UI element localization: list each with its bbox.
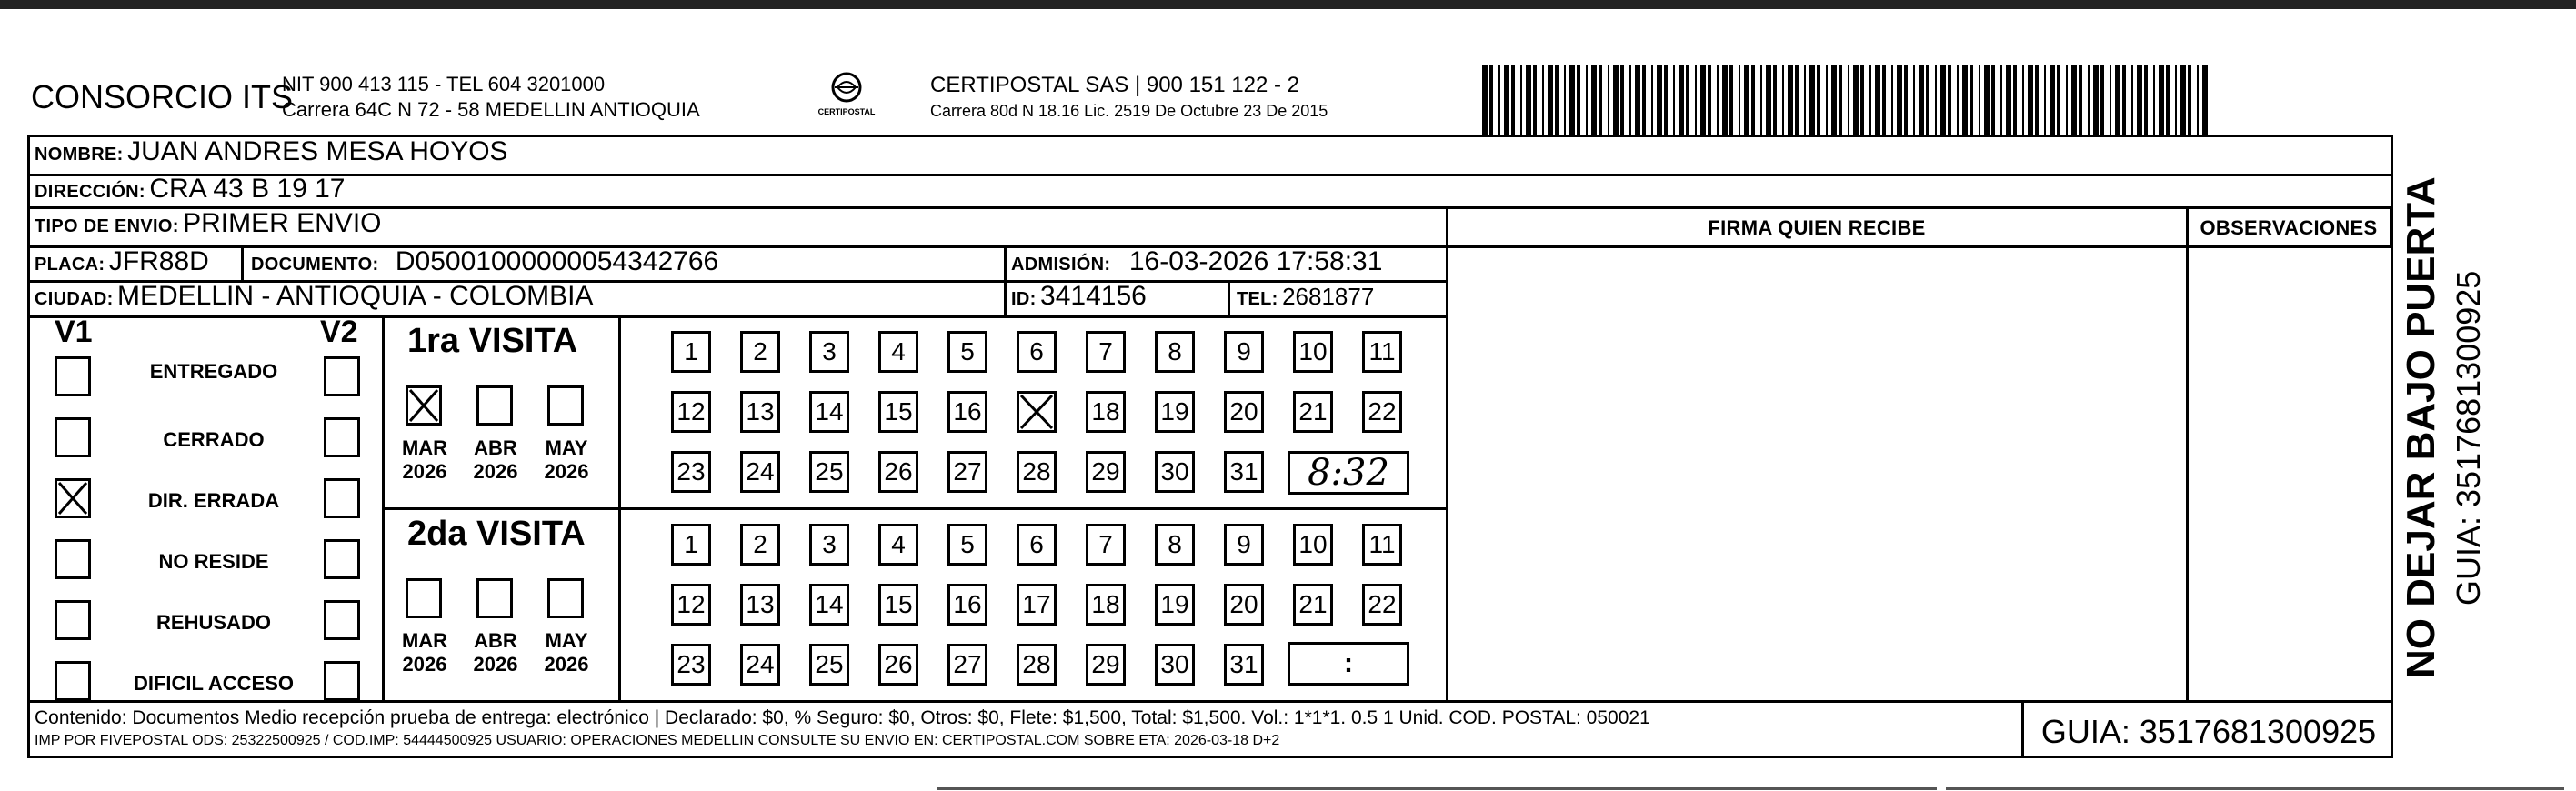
first-visit-month-label — [393, 436, 456, 484]
first-visit-day-29[interactable]: 29 — [1086, 451, 1126, 493]
v2-label: V2 — [320, 315, 358, 349]
second-visit-day-1[interactable]: 1 — [671, 524, 711, 566]
month-name: MAR — [401, 629, 448, 652]
month-name: ABR — [474, 436, 517, 459]
footer-guia: GUIA: 3517681300925 — [2040, 713, 2377, 750]
status-label: DIR. ERRADA — [147, 489, 280, 512]
cross-mark-icon — [57, 481, 88, 516]
month-name: MAY — [545, 436, 588, 459]
first-visit-day-4[interactable]: 4 — [878, 331, 918, 373]
second-visit-day-11[interactable]: 11 — [1362, 524, 1402, 566]
side-warning — [2399, 169, 2453, 678]
status-label: ENTREGADO — [149, 360, 278, 383]
cross-mark-icon — [1019, 394, 1054, 430]
first-visit-day-18[interactable]: 18 — [1086, 391, 1126, 433]
second-visit-day-21[interactable]: 21 — [1293, 584, 1333, 626]
first-visit-day-13[interactable]: 13 — [740, 391, 780, 433]
side-guia-text: GUIA: 3517681300925 — [2450, 270, 2487, 606]
first-visit-day-27[interactable]: 27 — [947, 451, 987, 493]
second-visit-day-18[interactable]: 18 — [1086, 584, 1126, 626]
month-year: 2026 — [402, 460, 447, 483]
tel-row — [1237, 283, 1374, 311]
tipo-value: PRIMER ENVIO — [183, 208, 382, 238]
first-visit-month-checkbox-may[interactable] — [547, 385, 584, 426]
documento-value: D05001000000054342766 — [395, 246, 719, 276]
first-visit-day-26[interactable]: 26 — [878, 451, 918, 493]
nombre-value: JUAN ANDRES MESA HOYOS — [127, 136, 508, 166]
logo-caption: CERTIPOSTAL — [817, 107, 876, 116]
direccion-value: CRA 43 B 19 17 — [149, 174, 346, 204]
v1-checkbox-3[interactable] — [55, 478, 91, 518]
observaciones-label: OBSERVACIONES — [2200, 216, 2378, 239]
month-name: ABR — [474, 629, 517, 652]
second-visit-day-4[interactable]: 4 — [878, 524, 918, 566]
observaciones-area[interactable] — [2190, 248, 2390, 699]
second-visit-day-12[interactable]: 12 — [671, 584, 711, 626]
first-visit-day-8[interactable]: 8 — [1155, 331, 1195, 373]
second-visit-day-15[interactable]: 15 — [878, 584, 918, 626]
ciudad-row — [35, 281, 593, 312]
second-visit-day-26[interactable]: 26 — [878, 644, 918, 686]
second-visit-day-29[interactable]: 29 — [1086, 644, 1126, 686]
barcode-bars — [1482, 65, 2213, 135]
documento-row — [251, 246, 718, 277]
second-visit-day-24[interactable]: 24 — [740, 644, 780, 686]
tel-value: 2681877 — [1282, 283, 1375, 310]
ciudad-label: CIUDAD: — [35, 289, 114, 309]
month-name: MAY — [545, 629, 588, 652]
second-visit-day-22[interactable]: 22 — [1362, 584, 1402, 626]
side-guia — [2450, 187, 2495, 606]
bottom-line-right — [1946, 787, 2564, 790]
admision-row — [1011, 246, 1382, 277]
month-year: 2026 — [544, 653, 589, 676]
tipo-row — [35, 208, 382, 239]
second-visit-day-19[interactable]: 19 — [1155, 584, 1195, 626]
cross-mark-icon — [408, 388, 439, 423]
first-visit-day-20[interactable]: 20 — [1224, 391, 1264, 433]
second-visit-month-label — [393, 629, 456, 676]
second-visit-day-30[interactable]: 30 — [1155, 644, 1195, 686]
company-line-1: NIT 900 413 115 - TEL 604 3201000 — [282, 73, 606, 95]
first-visit-day-19[interactable]: 19 — [1155, 391, 1195, 433]
bottom-line-left — [937, 787, 1937, 790]
second-visit-day-25[interactable]: 25 — [809, 644, 849, 686]
barcode — [1482, 65, 2213, 135]
first-visit-day-23[interactable]: 23 — [671, 451, 711, 493]
ciudad-value: MEDELLIN - ANTIOQUIA - COLOMBIA — [117, 281, 594, 311]
second-visit-day-3[interactable]: 3 — [809, 524, 849, 566]
v1-checkbox-6[interactable] — [55, 661, 91, 701]
top-edge — [0, 0, 2576, 9]
nombre-label: NOMBRE: — [35, 145, 124, 165]
second-visit-day-2[interactable]: 2 — [740, 524, 780, 566]
v2-checkbox-2[interactable] — [324, 417, 360, 457]
second-visit-day-9[interactable]: 9 — [1224, 524, 1264, 566]
status-label: DIFICIL ACCESO — [133, 672, 294, 695]
second-visit-day-8[interactable]: 8 — [1155, 524, 1195, 566]
tipo-label: TIPO DE ENVIO: — [35, 216, 179, 236]
admision-value: 16-03-2026 17:58:31 — [1128, 246, 1383, 276]
second-visit-time[interactable] — [1288, 642, 1409, 686]
first-visit-day-30[interactable]: 30 — [1155, 451, 1195, 493]
second-visit-day-16[interactable]: 16 — [947, 584, 987, 626]
second-visit-month-checkbox-abr[interactable] — [476, 578, 513, 618]
first-visit-day-14[interactable]: 14 — [809, 391, 849, 433]
v1-checkbox-5[interactable] — [55, 600, 91, 640]
first-visit-day-21[interactable]: 21 — [1293, 391, 1333, 433]
v1-label: V1 — [55, 315, 93, 349]
v2-checkbox-1[interactable] — [324, 356, 360, 396]
tel-label: TEL: — [1237, 289, 1278, 309]
second-visit-month-label — [464, 629, 527, 676]
first-visit-day-6[interactable]: 6 — [1017, 331, 1057, 373]
first-visit-label: 1ra VISITA — [407, 322, 578, 360]
first-visit-day-22[interactable]: 22 — [1362, 391, 1402, 433]
nombre-row — [35, 136, 508, 167]
first-visit-day-1[interactable]: 1 — [671, 331, 711, 373]
second-visit-day-14[interactable]: 14 — [809, 584, 849, 626]
placa-value: JFR88D — [108, 246, 209, 276]
first-visit-day-24[interactable]: 24 — [740, 451, 780, 493]
first-visit-day-17[interactable] — [1017, 391, 1057, 433]
first-visit-day-2[interactable]: 2 — [740, 331, 780, 373]
footer-content: Contenido: Documentos Medio recepción prueba de entrega: electrónico | Declarado: $0, % Seguro: $0, Otros: $0, Flete: $1,500, Total: $1,500. Vol.: 1*1*1. 0.5 1 Unid. COD. POSTAL: 050021 — [35, 707, 1650, 728]
second-visit-day-23[interactable]: 23 — [671, 644, 711, 686]
second-visit-month-label — [535, 629, 598, 676]
status-label: REHUSADO — [156, 611, 271, 634]
first-visit-month-label — [535, 436, 598, 484]
first-visit-day-12[interactable]: 12 — [671, 391, 711, 433]
second-visit-day-10[interactable]: 10 — [1293, 524, 1333, 566]
v2-checkbox-5[interactable] — [324, 600, 360, 640]
first-visit-day-11[interactable]: 11 — [1362, 331, 1402, 373]
v1-checkbox-1[interactable] — [55, 356, 91, 396]
month-year: 2026 — [473, 653, 518, 676]
signature-area[interactable] — [1449, 248, 2184, 699]
second-visit-month-checkbox-may[interactable] — [547, 578, 584, 618]
first-visit-time[interactable] — [1288, 451, 1409, 495]
first-visit-month-checkbox-mar[interactable] — [406, 385, 442, 426]
second-visit-month-checkbox-mar[interactable] — [406, 578, 442, 618]
month-year: 2026 — [473, 460, 518, 483]
placa-label: PLACA: — [35, 255, 105, 275]
second-visit-time-value: : — [1344, 648, 1353, 678]
carrier-line-1: CERTIPOSTAL SAS | 900 151 122 - 2 — [930, 73, 1299, 97]
first-visit-day-31[interactable]: 31 — [1224, 451, 1264, 493]
month-name: MAR — [401, 436, 448, 459]
first-visit-time-value: 8:32 — [1308, 452, 1389, 494]
first-visit-day-28[interactable]: 28 — [1017, 451, 1057, 493]
placa-row — [35, 246, 209, 277]
month-year: 2026 — [544, 460, 589, 483]
first-visit-day-9[interactable]: 9 — [1224, 331, 1264, 373]
direccion-label: DIRECCIÓN: — [35, 182, 145, 202]
id-row — [1011, 281, 1147, 312]
direccion-row — [35, 174, 346, 205]
month-year: 2026 — [402, 653, 447, 676]
first-visit-day-3[interactable]: 3 — [809, 331, 849, 373]
first-visit-day-15[interactable]: 15 — [878, 391, 918, 433]
first-visit-month-checkbox-abr[interactable] — [476, 385, 513, 426]
second-visit-day-7[interactable]: 7 — [1086, 524, 1126, 566]
first-visit-day-16[interactable]: 16 — [947, 391, 987, 433]
first-visit-day-10[interactable]: 10 — [1293, 331, 1333, 373]
first-visit-day-25[interactable]: 25 — [809, 451, 849, 493]
v2-checkbox-4[interactable] — [324, 539, 360, 579]
first-visit-month-label — [464, 436, 527, 484]
second-visit-day-6[interactable]: 6 — [1017, 524, 1057, 566]
second-visit-day-13[interactable]: 13 — [740, 584, 780, 626]
second-visit-day-5[interactable]: 5 — [947, 524, 987, 566]
company-line-2: Carrera 64C N 72 - 58 MEDELLIN ANTIOQUIA — [282, 98, 700, 121]
id-label: ID: — [1011, 289, 1037, 309]
second-visit-day-20[interactable]: 20 — [1224, 584, 1264, 626]
second-visit-day-28[interactable]: 28 — [1017, 644, 1057, 686]
second-visit-day-27[interactable]: 27 — [947, 644, 987, 686]
documento-label: DOCUMENTO: — [251, 255, 379, 275]
footer-print-info: IMP POR FIVEPOSTAL ODS: 25322500925 / COD.IMP: 54444500925 USUARIO: OPERACIONES MEDELLIN CONSULTE SU ENVIO EN: CERTIPOSTAL.COM SOBRE ETA: 2026-03-18 D+2 — [35, 733, 1280, 748]
id-value: 3414156 — [1040, 281, 1147, 311]
v1-checkbox-2[interactable] — [55, 417, 91, 457]
side-warning-text: NO DEJAR BAJO PUERTA — [2399, 176, 2443, 678]
status-label: CERRADO — [163, 428, 265, 451]
status-label: NO RESIDE — [158, 550, 269, 573]
carrier-line-2: Carrera 80d N 18.16 Lic. 2519 De Octubre 23 De 2015 — [930, 102, 1328, 120]
company-name: CONSORCIO ITS — [31, 78, 294, 115]
second-visit-day-17[interactable]: 17 — [1017, 584, 1057, 626]
first-visit-day-7[interactable]: 7 — [1086, 331, 1126, 373]
second-visit-day-31[interactable]: 31 — [1224, 644, 1264, 686]
v2-checkbox-3[interactable] — [324, 478, 360, 518]
firma-label: FIRMA QUIEN RECIBE — [1708, 216, 1926, 239]
v1-checkbox-4[interactable] — [55, 539, 91, 579]
second-visit-label: 2da VISITA — [407, 515, 586, 553]
admision-label: ADMISIÓN: — [1011, 255, 1111, 275]
first-visit-day-5[interactable]: 5 — [947, 331, 987, 373]
v2-checkbox-6[interactable] — [324, 661, 360, 701]
